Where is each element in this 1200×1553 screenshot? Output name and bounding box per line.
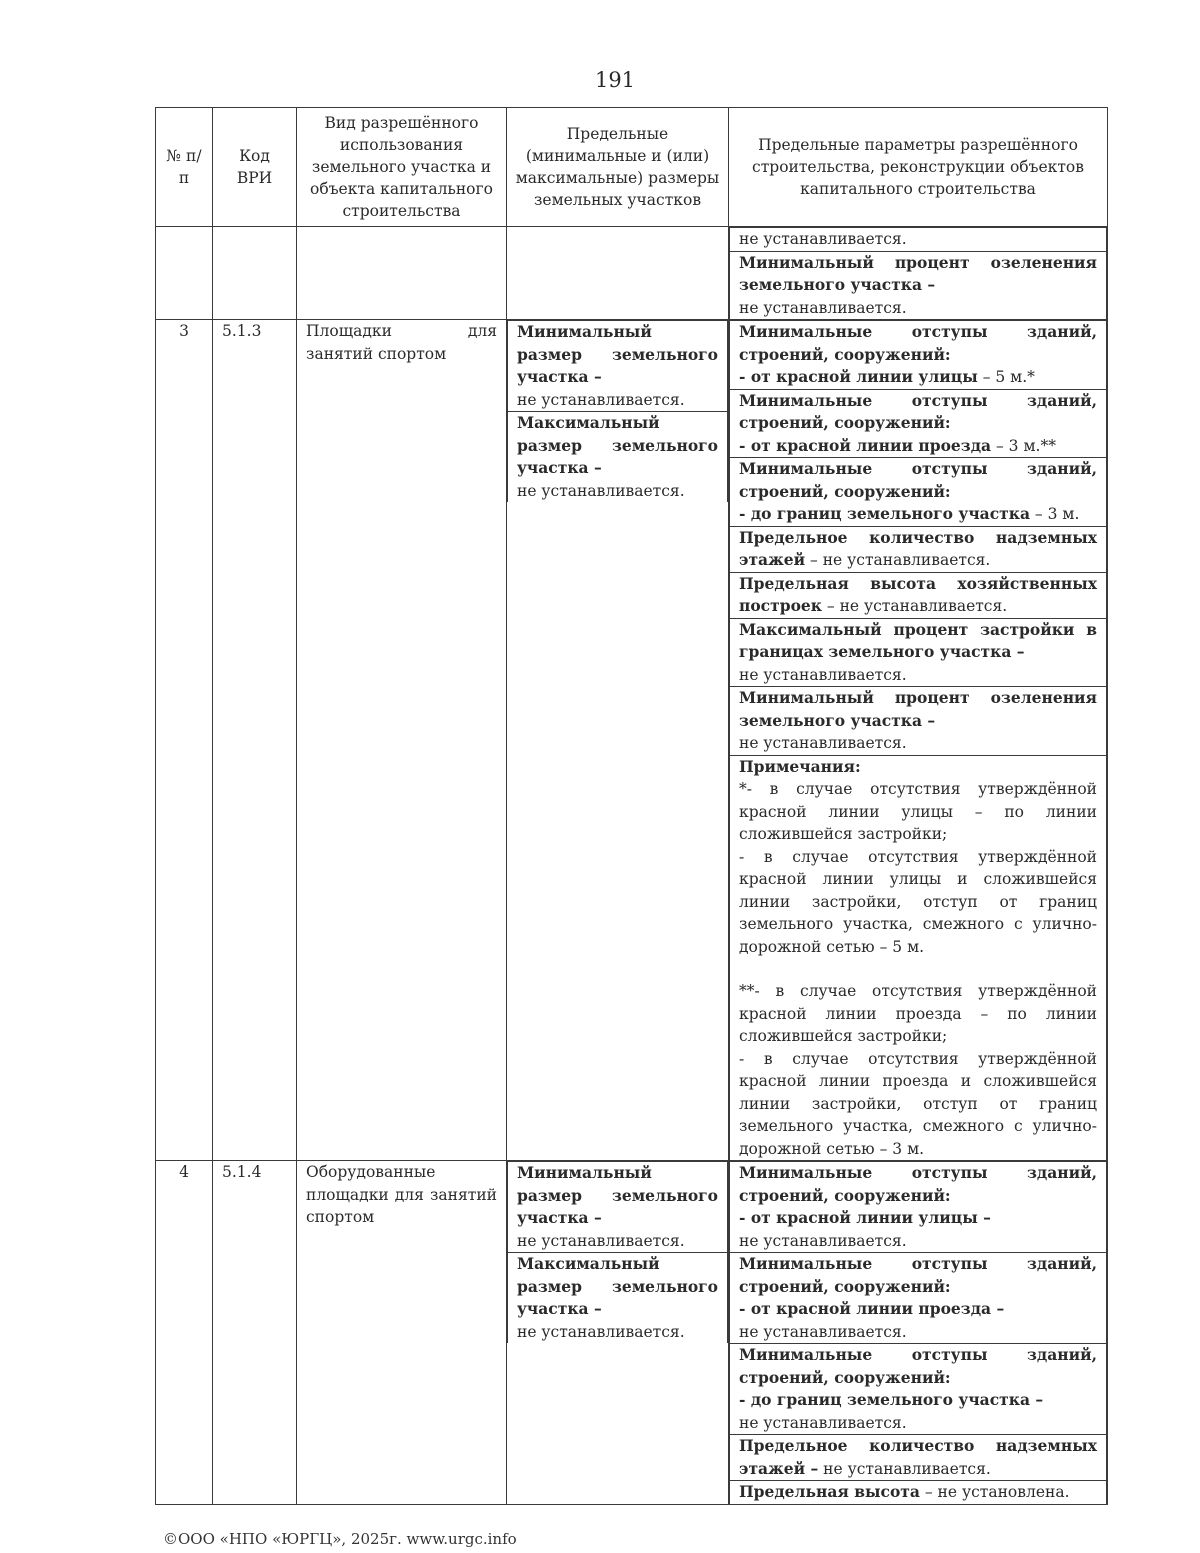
notes-title: Примечания: [739, 756, 861, 776]
param-green-percent: Минимальный процент озеленения земельного участка – не устанавливается. [730, 687, 1107, 756]
param-outbuilding-height: Предельная высота хозяйственных построек – не устанавливается. [730, 572, 1107, 618]
param-floors: Предельное количество надземных этажей – не устанавливается. [730, 1435, 1107, 1481]
table-row-carryover [156, 227, 1108, 320]
param-red-line-street: Минимальные отступы зданий, строений, сооружений: - от красной линии улицы – не устанавливается. [730, 1162, 1107, 1253]
header-sizes: Предельные (минимальные и (или) максимальные) размеры земельных участков [507, 108, 729, 227]
size-min: Минимальный размер земельного участка – не устанавливается. [508, 1162, 728, 1253]
footer-copyright: ©ООО «НПО «ЮРГЦ», 2025г. www.urgc.info [163, 1530, 517, 1548]
row-code: 5.1.3 [213, 320, 297, 1161]
param-plot-border: Минимальные отступы зданий, строений, сооружений: - до границ земельного участка – 3 м. [730, 458, 1107, 527]
note-3: **- в случае отсутствия утверждённой красной линии проезда – по линии сложившейся застройки; [739, 982, 1097, 1045]
carry-param-2: Минимальный процент озеленения земельного участка – не устанавливается. [730, 251, 1107, 319]
row-code: 5.1.4 [213, 1161, 297, 1505]
row-vri: Площадки для занятий спортом [297, 320, 507, 1161]
param-red-line-street: Минимальные отступы зданий, строений, сооружений: - от красной линии улицы – 5 м.* [730, 321, 1107, 390]
regulations-table [155, 107, 1108, 1505]
table-row-4 [156, 1161, 1108, 1505]
note-1: *- в случае отсутствия утверждённой красной линии улицы – по линии сложившейся застройки; [739, 780, 1097, 843]
table-header-row [156, 108, 1108, 227]
row-num: 3 [156, 320, 213, 1161]
table-row-3 [156, 320, 1108, 1161]
header-vri: Вид разрешённого использования земельного участка и объекта капитального строительства [297, 108, 507, 227]
param-build-percent: Максимальный процент застройки в границах земельного участка – не устанавливается. [730, 618, 1107, 687]
header-params: Предельные параметры разрешённого строительства, реконструкции объектов капитального строительства [729, 108, 1108, 227]
carry-param-1: не устанавливается. [730, 228, 1107, 252]
note-4: - в случае отсутствия утверждённой красной линии проезда и сложившейся линии застройки, отступ от границ земельного участка, смежного с улично-дорожной сетью – 3 м. [739, 1049, 1097, 1158]
header-num: № п/п [156, 108, 213, 227]
param-red-line-drive: Минимальные отступы зданий, строений, сооружений: - от красной линии проезда – не устанавливается. [730, 1253, 1107, 1344]
row-num: 4 [156, 1161, 213, 1505]
size-max: Максимальный размер земельного участка – не устанавливается. [508, 1253, 728, 1344]
size-min: Минимальный размер земельного участка – не устанавливается. [508, 321, 728, 412]
param-floors: Предельное количество надземных этажей – не устанавливается. [730, 526, 1107, 572]
param-plot-border: Минимальные отступы зданий, строений, сооружений: - до границ земельного участка – не устанавливается. [730, 1344, 1107, 1435]
note-2: - в случае отсутствия утверждённой красной линии улицы и сложившейся линии застройки, отступ от границ земельного участка, смежного с улично-дорожной сетью – 5 м. [739, 847, 1097, 956]
param-red-line-drive: Минимальные отступы зданий, строений, сооружений: - от красной линии проезда – 3 м.** [730, 389, 1107, 458]
header-code: Код ВРИ [213, 108, 297, 227]
param-height: Предельная высота – не установлена. [730, 1481, 1107, 1504]
size-max: Максимальный размер земельного участка – не устанавливается. [508, 412, 728, 503]
row-vri: Оборудованные площадки для занятий спортом [297, 1161, 507, 1505]
notes [730, 755, 1107, 1160]
page-number: 191 [594, 68, 636, 92]
